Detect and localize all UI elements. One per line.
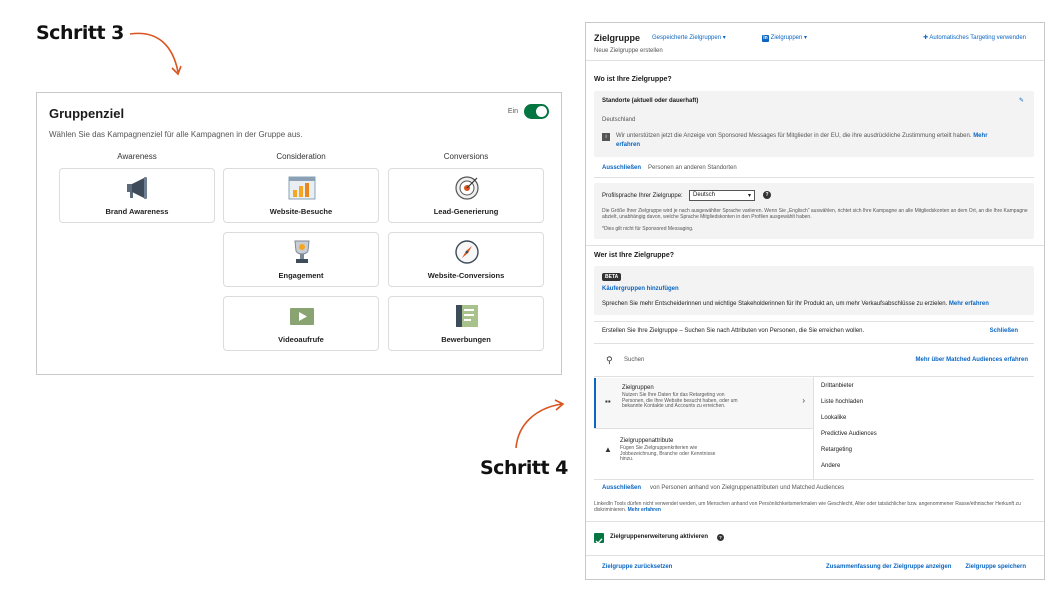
category-audiences[interactable]	[594, 378, 813, 429]
card-job-applicants[interactable]	[388, 296, 544, 351]
exclude-text: Personen an anderen Standorten	[648, 165, 737, 171]
disclaimer-text: LinkedIn Tools dürfen nicht verwendet werden, um Menschen anhand von Persönlichkeitsmerkmalen wie Geschlecht, Alter oder tatsächlicher bzw. angenommener Rasse/ethnischer Herkunft zu diskriminieren.	[594, 501, 1021, 513]
audiences-title: Zielgruppen	[622, 385, 654, 391]
step-4-label: Schritt 4	[480, 457, 568, 479]
option-other[interactable]: Andere	[821, 463, 841, 469]
search-icon: ⚲	[606, 355, 613, 365]
card-video-views[interactable]	[223, 296, 379, 351]
eu-more-link-2[interactable]: erfahren	[616, 142, 641, 148]
card-label: Lead-Generierung	[433, 207, 499, 216]
option-predictive[interactable]: Predictive Audiences	[821, 431, 877, 437]
auto-targeting-link[interactable]	[923, 34, 1026, 41]
save-audience-button[interactable]: Zielgruppe speichern	[965, 564, 1026, 570]
buyer-groups-link[interactable]: Käufergruppen hinzufügen	[602, 286, 679, 292]
group-goal-panel	[36, 92, 562, 375]
option-third-party[interactable]: Drittanbieter	[821, 383, 854, 389]
card-label: Website-Besuche	[269, 207, 333, 216]
column-consideration: Consideration	[276, 152, 326, 161]
saved-audiences-label: Gespeicherte Zielgruppen	[652, 35, 722, 41]
who-heading: Wer ist Ihre Zielgruppe?	[594, 252, 674, 259]
toggle-switch[interactable]	[524, 104, 549, 119]
audience-title: Zielgruppe	[594, 33, 641, 43]
attributes-title: Zielgruppenattribute	[620, 438, 674, 444]
saved-audiences-dropdown[interactable]	[652, 34, 726, 41]
chevron-down-icon: ▾	[804, 35, 808, 41]
column-awareness: Awareness	[117, 152, 157, 161]
column-conversions: Conversions	[443, 152, 489, 161]
buyer-text-body: Sprechen Sie mehr Entscheiderinnen und wichtige Stakeholderinnen für Ihr Produkt an, um mehr Verkaufsabschlüsse zu erzielen.	[602, 301, 948, 307]
location-box	[594, 91, 1034, 157]
card-label: Engagement	[278, 271, 324, 280]
applications-icon	[453, 303, 481, 329]
step-3-label: Schritt 3	[36, 22, 124, 44]
megaphone-icon	[124, 175, 152, 201]
card-website-visits[interactable]	[223, 168, 379, 223]
card-label: Videoaufrufe	[278, 335, 324, 344]
attributes-desc: Fügen Sie Zielgruppenkriterien wie Jobbezeichnung, Branche oder Kenntnisse hinzu.	[620, 445, 716, 462]
close-link[interactable]: Schließen	[989, 328, 1018, 334]
chevron-right-icon: ›	[802, 396, 805, 405]
eu-more-link[interactable]: Mehr	[973, 133, 988, 139]
card-label: Bewerbungen	[441, 335, 491, 344]
audience-panel	[585, 22, 1045, 580]
buyer-text	[602, 301, 989, 307]
exclude-audience-link[interactable]: Ausschließen	[602, 485, 642, 491]
locations-label: Standorte (aktuell oder dauerhaft)	[602, 98, 699, 104]
lang-label: Profilsprache Ihrer Zielgruppe:	[602, 193, 683, 199]
search-input[interactable]: Suchen	[624, 357, 645, 363]
chevron-down-icon: ▾	[747, 193, 751, 199]
card-engagement[interactable]	[223, 232, 379, 287]
checkmark-icon	[594, 536, 604, 546]
buyer-groups-box	[594, 266, 1034, 315]
new-audience-text: Neue Zielgruppe erstellen	[594, 48, 663, 54]
help-icon[interactable]: ?	[763, 191, 771, 199]
option-upload-list[interactable]: Liste hochladen	[821, 399, 864, 405]
help-icon[interactable]: ?	[717, 534, 724, 541]
audiences-desc: Nutzen Sie Ihre Daten für das Retargeting von Personen, die Ihre Website besucht haben, oder um bekannte Kontakte und Accounts zu erreichen.	[622, 392, 738, 409]
toggle-label: Ein	[507, 108, 518, 115]
card-lead-generation[interactable]	[388, 168, 544, 223]
chevron-down-icon: ▾	[722, 35, 726, 41]
card-website-conversions[interactable]	[388, 232, 544, 287]
exclude-link[interactable]: Ausschließen	[602, 165, 642, 171]
location-value: Deutschland	[602, 117, 636, 123]
info-icon: i	[602, 133, 610, 141]
category-attributes[interactable]	[594, 430, 813, 477]
where-heading: Wo ist Ihre Zielgruppe?	[594, 76, 672, 83]
language-select[interactable]	[689, 190, 755, 201]
arrow-step-3-icon	[128, 28, 188, 80]
arrow-step-4-icon	[510, 398, 570, 450]
auto-targeting-label: Automatisches Targeting verwenden	[929, 35, 1026, 41]
beta-badge: BETA	[602, 273, 621, 281]
disclaimer	[594, 501, 1034, 513]
reset-audience-button[interactable]: Zielgruppe zurücksetzen	[602, 564, 673, 570]
li-audiences-dropdown[interactable]	[762, 34, 807, 42]
target-icon	[453, 175, 481, 201]
plus-icon: ✚	[923, 35, 930, 41]
lang-note: Die Größe Ihrer Zielgruppe wird je nach ausgewählter Sprache variieren. Wenn Sie „Englisch“ auswählen, richtet sich Ihre Kampagne an alle Mitgliedskonten an dem Ort, an die Ihre Kampagne abzielt, unabhängig davon, welche Sprache Mitgliedskonten in den Profilen ausgewählt haben.	[602, 208, 1028, 220]
group-goal-title: Gruppenziel	[49, 106, 125, 121]
build-audience-text: Erstellen Sie Ihre Zielgruppe – Suchen Sie nach Attributen von Personen, die Sie erreichen wollen.	[602, 328, 865, 334]
language-box	[594, 183, 1034, 239]
group-goal-toggle[interactable]	[508, 104, 549, 119]
shapes-icon: ▲	[604, 445, 612, 454]
video-play-icon	[288, 303, 316, 329]
browser-chart-icon	[288, 175, 316, 201]
disclaimer-more-link[interactable]: Mehr erfahren	[627, 507, 661, 513]
group-goal-subtitle: Wählen Sie das Kampagnenziel für alle Kampagnen in der Gruppe aus.	[49, 130, 303, 139]
audience-summary-button[interactable]: Zusammenfassung der Zielgruppe anzeigen	[826, 564, 952, 570]
card-label: Brand Awareness	[105, 207, 169, 216]
expansion-checkbox[interactable]	[594, 533, 604, 543]
lang-note-2: *Dies gilt nicht für Sponsored Messaging.	[602, 226, 694, 232]
linkedin-icon: in	[763, 35, 768, 41]
option-retargeting[interactable]: Retargeting	[821, 447, 853, 453]
option-lookalike[interactable]: Lookalike	[821, 415, 847, 421]
language-select-value: Deutsch	[693, 192, 716, 198]
expansion-label: Zielgruppenerweiterung aktivieren	[610, 534, 709, 540]
audience-bars-icon: ▪▪	[605, 397, 611, 406]
trophy-icon	[288, 239, 316, 265]
eu-notice	[616, 133, 988, 139]
eu-notice-text: Wir unterstützen jetzt die Anzeige von Sponsored Messages für Mitglieder in der EU, die ihre ausdrückliche Zustimmung erteilt haben.	[616, 133, 972, 139]
compass-icon	[453, 239, 481, 265]
card-label: Website-Conversions	[427, 271, 505, 280]
card-brand-awareness[interactable]	[59, 168, 215, 223]
matched-audiences-link[interactable]: Mehr über Matched Audiences erfahren	[915, 357, 1028, 363]
exclude-audience-text: von Personen anhand von Zielgruppenattributen und Matched Audiences	[650, 485, 845, 491]
edit-pencil-icon[interactable]: ✎	[1018, 98, 1024, 104]
buyer-more-link[interactable]: Mehr erfahren	[948, 301, 989, 307]
li-audiences-label: Zielgruppen	[770, 35, 803, 41]
